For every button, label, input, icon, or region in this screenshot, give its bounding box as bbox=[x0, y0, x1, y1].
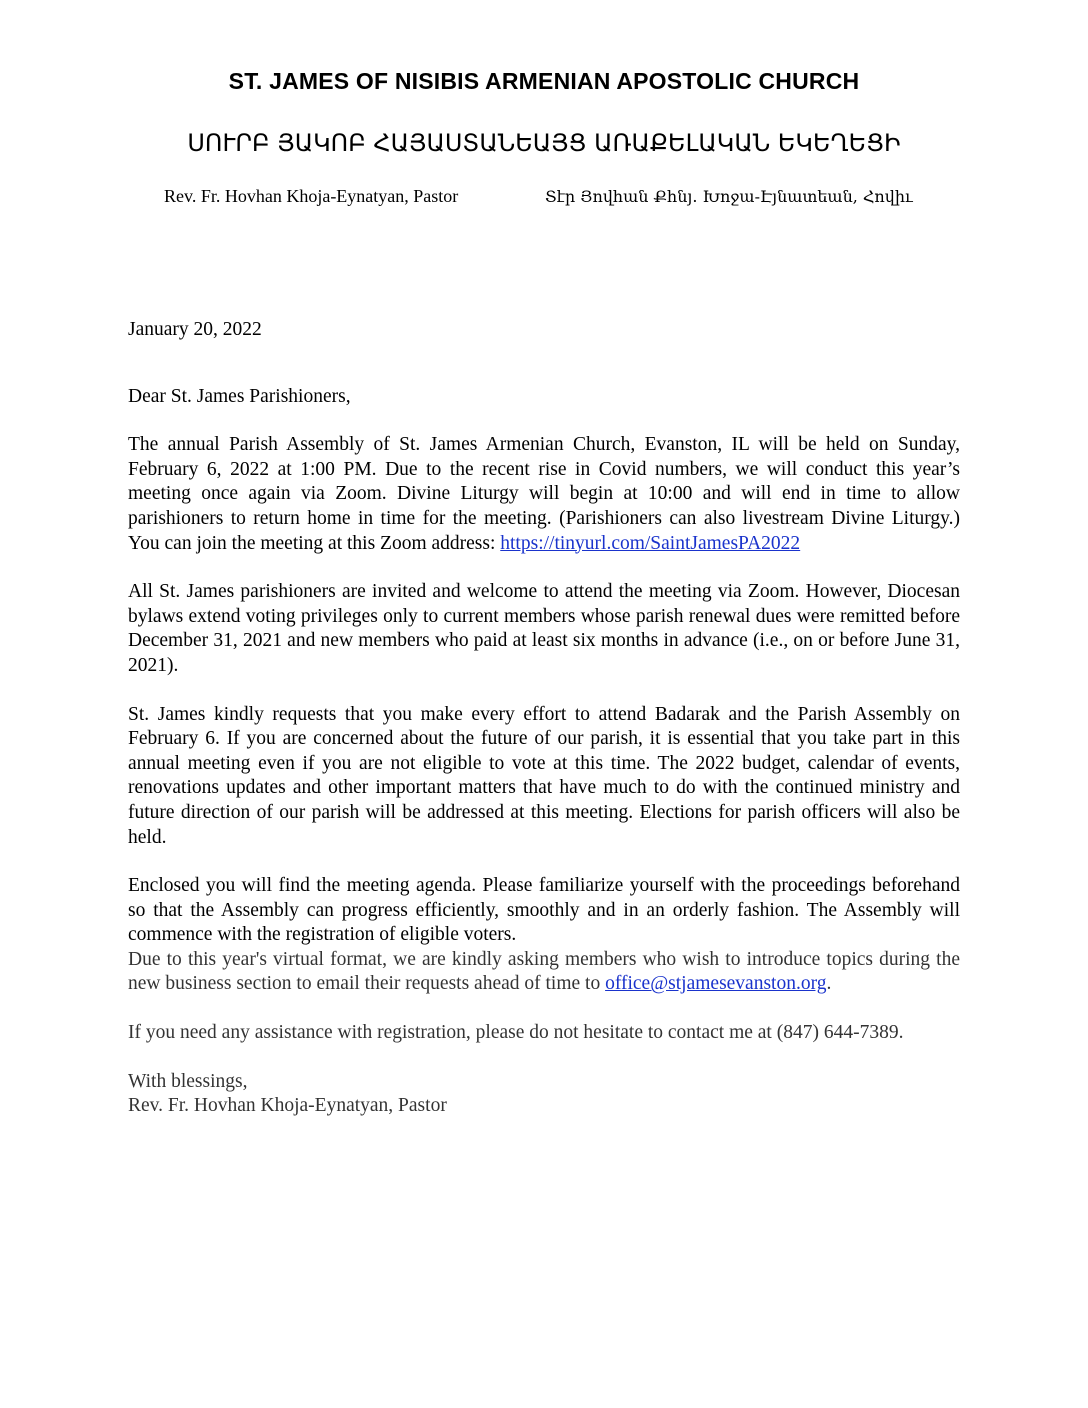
letter-date: January 20, 2022 bbox=[128, 319, 262, 340]
zoom-link[interactable]: https://tinyurl.com/SaintJamesPA2022 bbox=[500, 532, 801, 554]
letter-body bbox=[128, 318, 960, 1119]
church-name-heading: ST. JAMES OF NISIBIS ARMENIAN APOSTOLIC CHURCH bbox=[228, 68, 860, 94]
letter-closing: With blessings, bbox=[128, 1070, 248, 1092]
paragraph-1-text: The annual Parish Assembly of St. James Armenian Church, Evanston, IL will be held on Sunday, February 6, 2022 at 1:00 PM. Due to the recent rise in Covid numbers, we will conduct this year’s meeting once again via Zoom. Divine Liturgy will begin at 10:00 and will end in time to allow parishioners to return home in time for the meeting. (Parishioners can also livestream Divine Liturgy.) You can join the meeting at this Zoom address: bbox=[128, 434, 960, 554]
paragraph-5-end: . bbox=[826, 973, 832, 995]
church-name-armenian-heading: ՍՈՒՐԲ ՅԱԿՈԲ ՀԱՅԱՍՏԱՆԵԱՅՑ ԱՌԱՔԵԼԱԿԱՆ ԵԿԵՂԵՑԻ bbox=[187, 129, 901, 157]
letter-signature: Rev. Fr. Hovhan Khoja-Eynatyan, Pastor bbox=[128, 1095, 447, 1117]
paragraph-3: St. James kindly requests that you make every effort to attend Badarak and the Parish Assembly on February 6. If you are concerned about the future of our parish, it is essential that you take part in this annual meeting even if you are not eligible to vote at this time. The 2022 budget, calendar of events, renovations updates and other important matters that have much to do with the continued ministry and future direction of our parish will be addressed at this meeting. Elections for parish officers will also be held. bbox=[128, 703, 960, 848]
paragraph-5-text: Due to this year's virtual format, we are kindly asking members who wish to introduce topics during the new business section to email their requests ahead of time to bbox=[128, 948, 960, 995]
office-email-link[interactable]: office@stjamesevanston.org bbox=[605, 973, 827, 995]
paragraph-5 bbox=[128, 948, 960, 997]
pastor-line-armenian: Տէր Յովհան Քհնյ. Խոջա-Էյնատեան, Հովիւ bbox=[545, 187, 913, 206]
paragraph-4: Enclosed you will find the meeting agenda. Please familiarize yourself with the proceedings beforehand so that the Assembly can progress efficiently, smoothly and in an orderly fashion. The Assembly will commence with the registration of eligible voters. bbox=[128, 875, 960, 946]
paragraph-1 bbox=[128, 433, 960, 556]
pastor-line-english: Rev. Fr. Hovhan Khoja-Eynatyan, Pastor bbox=[164, 186, 459, 206]
letter-salutation: Dear St. James Parishioners, bbox=[128, 385, 351, 407]
paragraph-2: All St. James parishioners are invited and welcome to attend the meeting via Zoom. However, Diocesan bylaws extend voting privileges only to current members whose parish renewal dues were remitted before December 31, 2021 and new members who paid at least six months in advance (i.e., on or before June 31, 2021). bbox=[128, 581, 960, 676]
paragraph-6: If you need any assistance with registration, please do not hesitate to contact me at (847) 644-7389. bbox=[128, 1022, 904, 1044]
